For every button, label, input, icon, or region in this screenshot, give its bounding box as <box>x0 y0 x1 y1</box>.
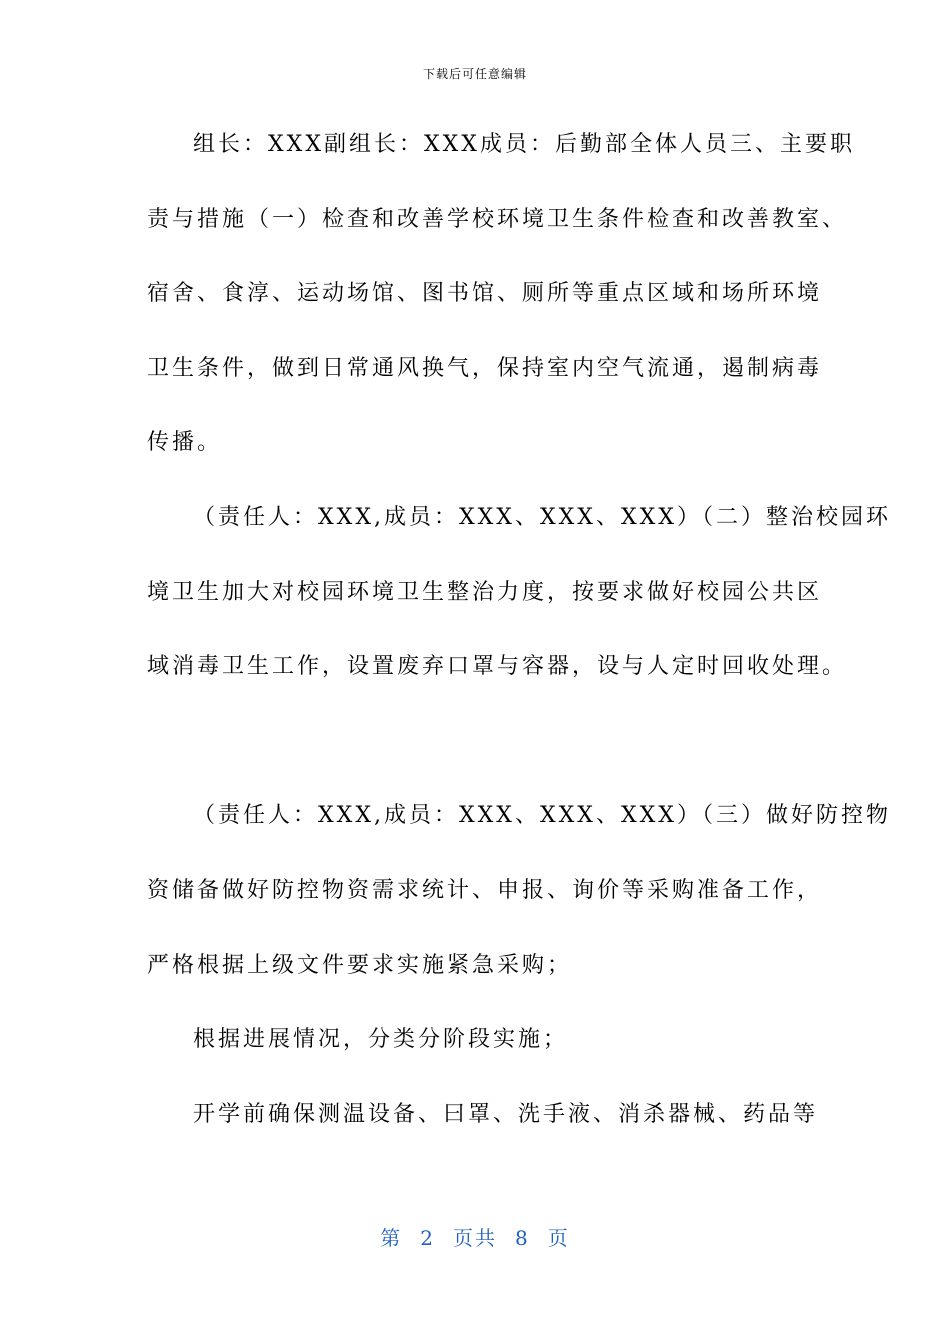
paragraph-line: 根据进展情况，分类分阶段实施； <box>193 1027 569 1053</box>
paragraph-line: 严格根据上级文件要求实施紧急采购； <box>147 952 573 978</box>
paragraph-line: 组长：XXX副组长：XXX成员：后勤部全体人员三、主要职 <box>193 132 855 157</box>
footer-prefix: 第 <box>380 1226 403 1250</box>
page-footer <box>0 1224 950 1252</box>
current-page-number: 2 <box>420 1226 435 1250</box>
paragraph-line: （责任人：XXX,成员：XXX、XXX、XXX）（三）做好防控物 <box>193 803 891 829</box>
paragraph-line: 资储备做好防控物资需求统计、申报、询价等采购准备工作， <box>147 877 823 903</box>
paragraph-gap <box>147 716 807 791</box>
paragraph-line: 开学前确保测温设备、曰罩、洗手液、消杀器械、药品等 <box>193 1101 819 1127</box>
paragraph-line: 责与措施（一）检查和改善学校环境卫生条件检查和改善教室、 <box>147 206 848 232</box>
paragraph-line: （责任人：XXX,成员：XXX、XXX、XXX）（二）整治校园环 <box>193 504 891 530</box>
document-body <box>147 119 891 1163</box>
total-page-number: 8 <box>515 1226 530 1250</box>
paragraph-line: 卫生条件，做到日常通风换气，保持室内空气流通，遏制病毒 <box>147 355 823 381</box>
paragraph-line: 域消毒卫生工作，设置废弃口罩与容器，设与人定时回收处理。 <box>147 654 848 680</box>
paragraph-line: 宿舍、食淳、运动场馆、图书馆、厕所等重点区域和场所环境 <box>147 281 823 307</box>
paragraph-line: 传播。 <box>147 430 223 456</box>
footer-middle: 页共 <box>453 1226 497 1250</box>
footer-suffix: 页 <box>547 1226 570 1250</box>
page-header-note: 下载后可任意编辑 <box>422 67 527 81</box>
paragraph-line: 境卫生加大对校园环境卫生整治力度，按要求做好校园公共区 <box>147 579 823 605</box>
